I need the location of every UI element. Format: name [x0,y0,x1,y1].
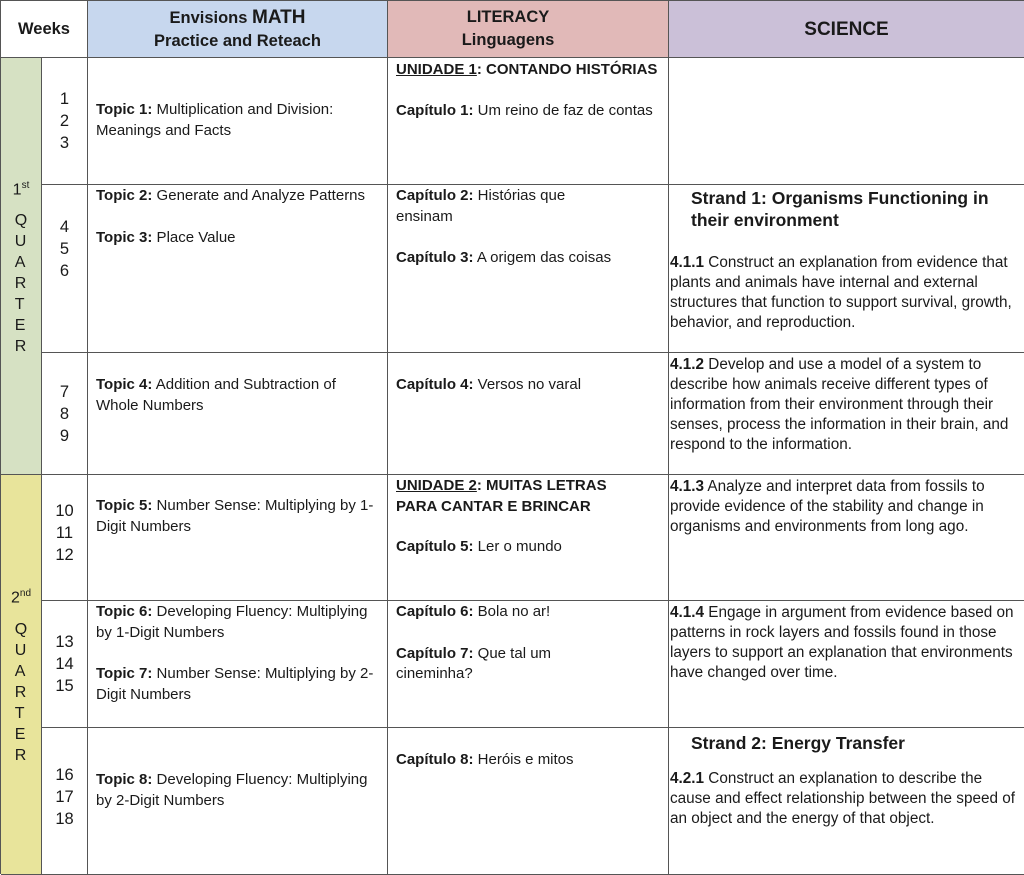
math-heading-math: MATH [252,6,306,28]
literacy-chapter-1: Capítulo 1: Um reino de faz de contas [396,101,653,119]
math-heading-line1 [170,6,306,30]
science-standard-4-2-1: 4.2.1 Construct an explanation to describe the cause and effect relationship between the speed of an object and the energy of that object. [670,770,1015,827]
row-4-math [88,475,388,601]
science-standard-4-1-1: 4.1.1 Construct an explanation from evidence that plants and animals have internal and external structures that function to support survival, growth, behavior, and reproduction. [670,254,1012,331]
literacy-chapter-5: Capítulo 5: Ler o mundo [396,538,562,555]
row-6-literacy [388,728,669,875]
row-1-science-empty [669,58,1024,185]
math-topic-8: Topic 8: Developing Fluency: Multiplying by 2-Digit Numbers [96,771,368,809]
row-6-weeks: 16 17 18 [42,728,88,875]
science-heading: SCIENCE [804,18,889,40]
header-science [669,1,1024,58]
quarter-1-label [1,58,42,475]
quarter-1-ordinal: 1st [12,179,30,199]
row-2-science [669,185,1024,353]
math-heading-envisions: Envisions [169,8,253,27]
literacy-chapter-2: Capítulo 2: Histórias que ensinam [396,187,566,225]
quarter-2-label [1,475,42,875]
math-heading-line2: Practice and Reteach [154,31,321,50]
row-5-science [669,601,1024,728]
row-3-science [669,353,1024,475]
row-2-math [88,185,388,353]
math-topic-4: Topic 4: Addition and Subtraction of Whole Numbers [96,376,336,414]
literacy-heading-line2: Linguagens [461,31,555,49]
header-weeks [1,1,88,58]
row-4-weeks: 10 11 12 [42,475,88,601]
math-topic-6: Topic 6: Developing Fluency: Multiplying by 1-Digit Numbers [96,603,368,641]
science-standard-4-1-3: 4.1.3 Analyze and interpret data from fossils to provide evidence of the stability and change in organisms and environments from long ago. [670,478,985,535]
row-1-literacy [388,58,669,185]
literacy-chapter-6: Capítulo 6: Bola no ar! [396,603,551,620]
literacy-chapter-3: Capítulo 3: A origem das coisas [396,249,612,266]
row-5-weeks: 13 14 15 [42,601,88,728]
science-standard-4-1-2: 4.1.2 Develop and use a model of a system to describe how animals receive different types of information from their environment through their senses, process the information in their brain, and respond to the information. [670,356,1009,453]
row-3-weeks: 7 8 9 [42,353,88,475]
science-strand-2: Strand 2: Energy Transfer [691,733,905,753]
row-2-literacy [388,185,669,353]
literacy-unit-1: UNIDADE 1: CONTANDO HISTÓRIAS [396,61,658,78]
row-1-weeks: 1 2 3 [42,58,88,185]
row-3-math [88,353,388,475]
science-strand-1: Strand 1: Organisms Functioning in their environment [691,188,989,230]
row-1-math [88,58,388,185]
quarter-2-word: Q U A R T E R [14,620,28,764]
row-2-weeks: 4 5 6 [42,185,88,353]
header-math [88,1,388,58]
math-topic-7: Topic 7: Number Sense: Multiplying by 2-Digit Numbers [96,665,374,703]
literacy-unit-2: UNIDADE 2: MUITAS LETRAS PARA CANTAR E BRINCAR [396,477,607,515]
row-6-science [669,728,1024,875]
row-4-science [669,475,1024,601]
row-3-literacy [388,353,669,475]
row-5-math [88,601,388,728]
literacy-heading-line1: LITERACY [466,8,550,26]
math-topic-5: Topic 5: Number Sense: Multiplying by 1-Digit Numbers [96,497,374,535]
row-5-literacy [388,601,669,728]
header-literacy [388,1,669,58]
literacy-chapter-7: Capítulo 7: Que tal um cineminha? [396,644,552,682]
row-6-math [88,728,388,875]
quarter-2-ordinal: 2nd [10,588,32,607]
literacy-chapter-4: Capítulo 4: Versos no varal [396,376,582,393]
math-topic-3: Topic 3: Place Value [96,228,236,246]
math-topic-2: Topic 2: Generate and Analyze Patterns [96,187,366,204]
quarter-1-word: Q U A R T E R [14,212,28,356]
math-topic-1: Topic 1: Multiplication and Division: Meanings and Facts [96,101,334,139]
literacy-chapter-8: Capítulo 8: Heróis e mitos [396,751,574,768]
weeks-heading: Weeks [18,19,70,38]
science-standard-4-1-4: 4.1.4 Engage in argument from evidence based on patterns in rock layers and fossils found in those layers to support an explanation that environments have changed over time. [670,604,1014,681]
row-4-literacy [388,475,669,601]
